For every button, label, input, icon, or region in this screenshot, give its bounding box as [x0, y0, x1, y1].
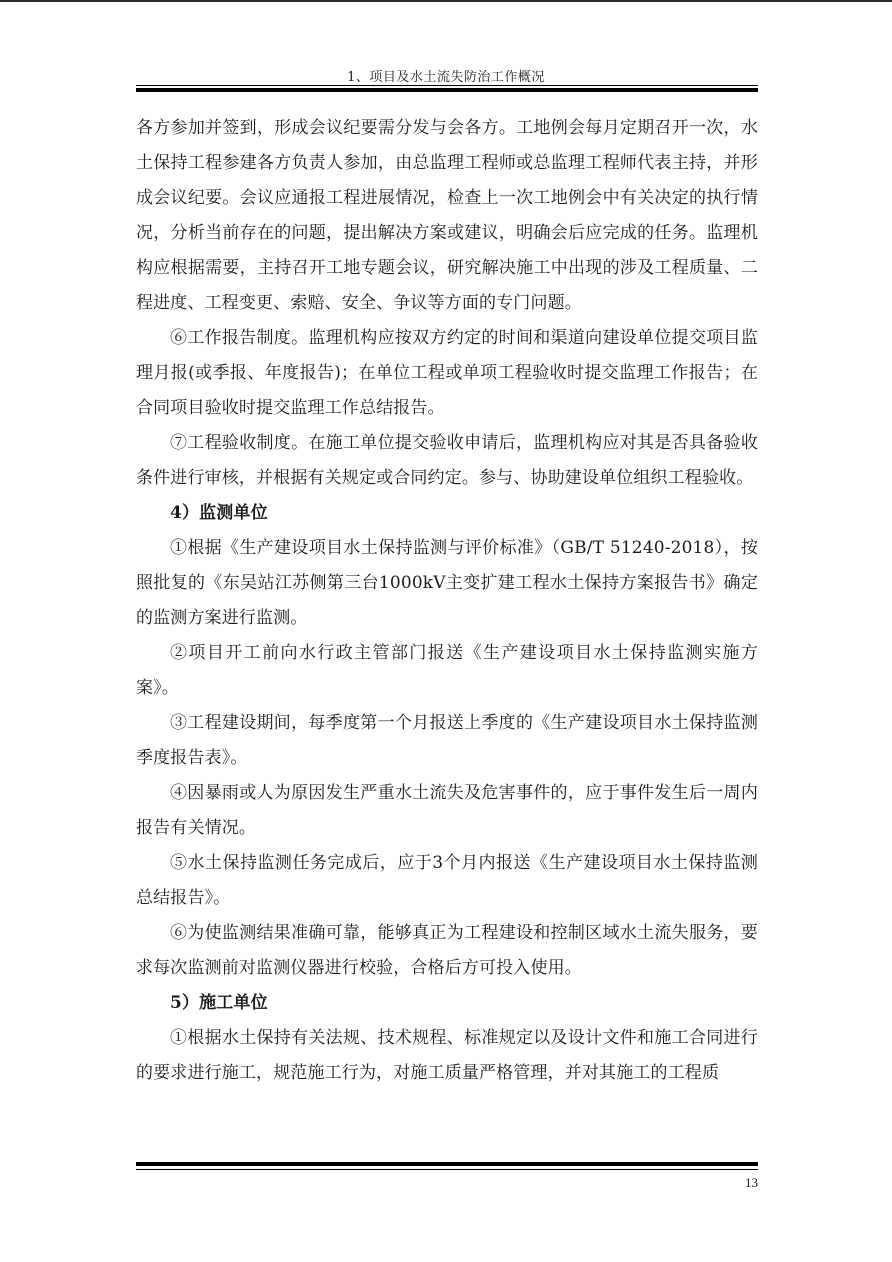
header-rule-thick	[136, 88, 758, 92]
paragraph-item-report-system: ⑥工作报告制度。监理机构应按双方约定的时间和渠道向建设单位提交项目监理月报(或季报、年度报告)；在单位工程或单项工程验收时提交监理工作报告；在合同项目验收时提交监理工作总结报告。	[136, 328, 758, 418]
running-header-title: 1、项目及水土流失防治工作概况	[347, 70, 545, 85]
footer-rule-thin	[136, 1169, 758, 1170]
paragraph-item-construction-1: ①根据水土保持有关法规、技术规程、标准规定以及设计文件和施工合同进行的要求进行施工，规范施工行为，对施工质量严格管理，并对其施工的工程质	[136, 1028, 758, 1083]
page-top-border	[0, 0, 892, 2]
paragraph-item-monitoring-4: ④因暴雨或人为原因发生严重水土流失及危害事件的，应于事件发生后一周内报告有关情况。	[136, 783, 758, 838]
footer-rule-thick	[136, 1162, 758, 1166]
paragraph-continuation: 各方参加并签到，形成会议纪要需分发与会各方。工地例会每月定期召开一次，水土保持工程参建各方负责人参加，由总监理工程师或总监理工程师代表主持，并形成会议纪要。会议应通报工程进展情况，检查上一次工地例会中有关决定的执行情况，分析当前存在的问题，提出解决方案或建议，明确会后应完成的任务。监理机构应根据需要，主持召开工地专题会议，研究解决施工中出现的涉及工程质量、二程进度、工程变更、索赔、安全、争议等方面的专门问题。	[136, 118, 758, 313]
paragraph-item-monitoring-2: ②项目开工前向水行政主管部门报送《生产建设项目水土保持监测实施方案》。	[136, 643, 758, 698]
section-heading-construction-unit: 5）施工单位	[170, 993, 268, 1013]
paragraph-item-monitoring-1: ①根据《生产建设项目水土保持监测与评价标准》（GB/T 51240-2018），按照批复的《东吴站江苏侧第三台1000kV主变扩建工程水土保持方案报告书》确定的监测方案进行监测。	[136, 538, 758, 628]
paragraph-item-monitoring-6: ⑥为使监测结果准确可靠，能够真正为工程建设和控制区域水土流失服务，要求每次监测前对监测仪器进行校验，合格后方可投入使用。	[136, 923, 758, 978]
header-rule-thin	[136, 85, 758, 86]
section-heading-monitoring-unit: 4）监测单位	[170, 503, 268, 523]
page-number: 13	[745, 1175, 758, 1190]
paragraph-item-monitoring-3: ③工程建设期间，每季度第一个月报送上季度的《生产建设项目水土保持监测季度报告表》。	[136, 713, 758, 768]
paragraph-item-acceptance-system: ⑦工程验收制度。在施工单位提交验收申请后，监理机构应对其是否具备验收条件进行审核，并根据有关规定或合同约定。参与、协助建设单位组织工程验收。	[136, 433, 758, 488]
paragraph-item-monitoring-5: ⑤水土保持监测任务完成后，应于3个月内报送《生产建设项目水土保持监测总结报告》。	[136, 853, 758, 908]
body-text	[136, 111, 758, 1091]
